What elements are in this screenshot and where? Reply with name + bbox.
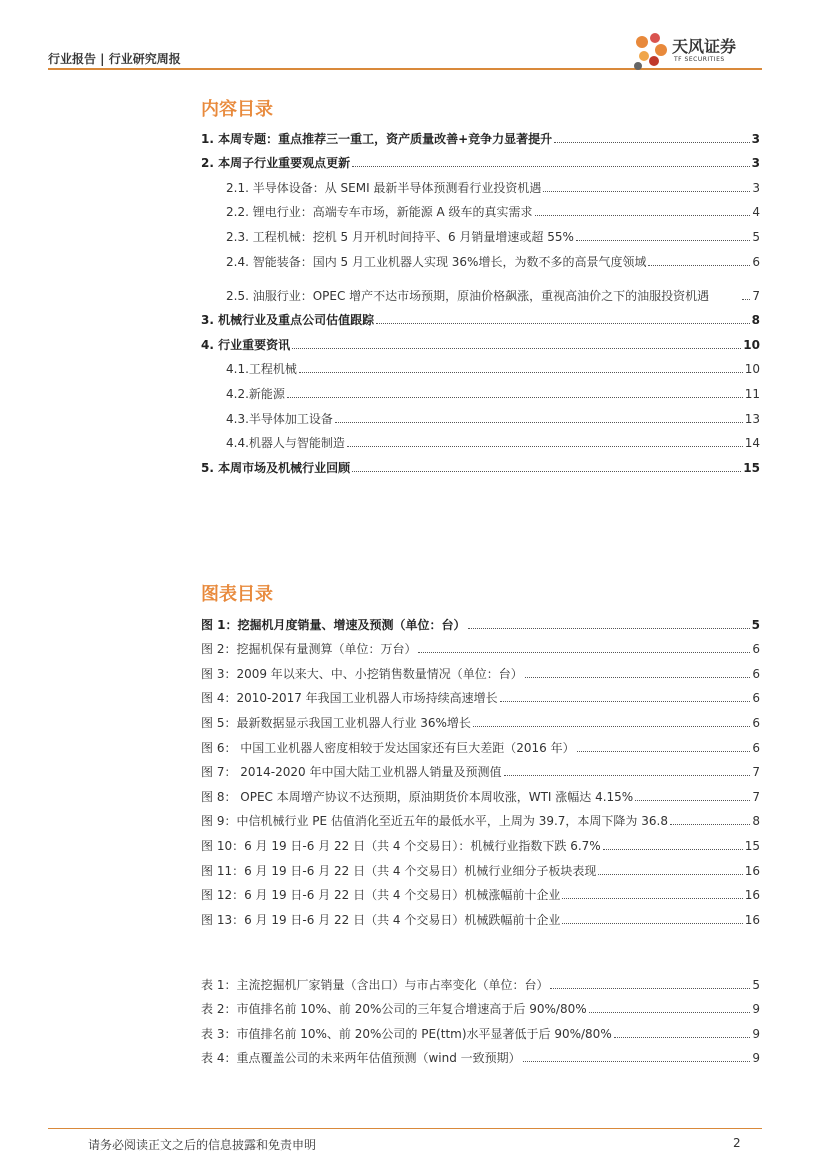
table-entry-page: 9 (752, 1051, 760, 1066)
figure-entry[interactable] (201, 879, 760, 904)
leader-dots (500, 701, 751, 702)
figure-entry-label: 图 13：6 月 19 日-6 月 22 日（共 4 个交易日）机械跌幅前十企业 (201, 912, 561, 927)
toc-entry-page: 11 (744, 386, 760, 401)
toc-entry[interactable] (201, 147, 760, 172)
leader-dots (670, 824, 750, 825)
toc-entry[interactable] (201, 304, 760, 329)
toc-entry-page: 6 (752, 254, 760, 269)
figure-entry-page: 7 (752, 765, 760, 780)
toc-entry[interactable] (201, 353, 760, 378)
table-entry-page: 5 (752, 977, 760, 992)
toc-entry-label: 5. 本周市场及机械行业回顾 (201, 460, 351, 475)
figure-entry[interactable] (201, 780, 760, 805)
leader-dots (335, 422, 743, 423)
toc-entry-label: 4.3.半导体加工设备 (226, 411, 333, 426)
toc-title: 内容目录 (201, 99, 273, 120)
figure-entry-page: 16 (744, 912, 760, 927)
leader-dots (562, 898, 742, 899)
figure-entry[interactable] (201, 657, 760, 682)
table-entry-label: 表 3：市值排名前 10%、前 20%公司的 PE(ttm)水平显著低于后 90%/80% (201, 1026, 612, 1041)
header-report-type: 行业报告 | 行业研究周报 (48, 52, 181, 66)
tables-list (201, 968, 760, 1066)
figure-entry-label: 图 3：2009 年以来大、中、小挖销售数量情况（单位：台） (201, 666, 523, 681)
leader-dots (543, 191, 750, 192)
figure-entry-page: 7 (752, 789, 760, 804)
leader-dots (577, 751, 751, 752)
toc-entry-label: 4. 行业重要资讯 (201, 337, 291, 352)
figure-entry-page: 16 (744, 888, 760, 903)
figure-entry[interactable] (201, 805, 760, 830)
toc-entry-label: 2.2. 锂电行业：高端专车市场，新能源 A 级车的真实需求 (226, 205, 533, 220)
table-entry-label: 表 1：主流挖掘机厂家销量（含出口）与市占率变化（单位：台） (201, 977, 549, 992)
toc-entry-page: 14 (744, 436, 760, 451)
table-entry-page: 9 (752, 1002, 760, 1017)
page-number: 2 (733, 1136, 741, 1150)
figure-entry[interactable] (201, 682, 760, 707)
table-entry[interactable] (201, 1042, 760, 1067)
toc-entry-label: 4.2.新能源 (226, 386, 285, 401)
company-logo (630, 30, 770, 70)
figure-entry[interactable] (201, 829, 760, 854)
table-entry[interactable] (201, 1017, 760, 1042)
figure-entry[interactable] (201, 633, 760, 658)
figure-entry-page: 6 (752, 691, 760, 706)
figure-entry-page: 16 (744, 863, 760, 878)
brand-name-en: TF SECURITIES (674, 56, 725, 63)
toc-entry-page: 4 (752, 205, 760, 220)
leader-dots (525, 677, 751, 678)
toc-entry-page: 7 (752, 288, 760, 303)
leader-dots (554, 142, 749, 143)
toc-entry-page: 8 (751, 313, 760, 328)
table-entry-page: 9 (752, 1026, 760, 1041)
figure-entry-label: 图 6： 中国工业机器人密度相较于发达国家还有巨大差距（2016 年） (201, 740, 575, 755)
toc-entry-page: 13 (744, 411, 760, 426)
leader-dots (648, 265, 750, 266)
figure-entry-label: 图 5：最新数据显示我国工业机器人行业 36%增长 (201, 715, 471, 730)
leader-dots (550, 988, 750, 989)
leader-dots (535, 215, 751, 216)
figure-entry[interactable] (201, 731, 760, 756)
leader-dots (468, 628, 750, 629)
toc-entry[interactable] (201, 328, 760, 353)
figure-entry-page: 6 (752, 740, 760, 755)
toc-entry[interactable] (201, 451, 760, 476)
figure-entry-label: 图 10：6 月 19 日-6 月 22 日（共 4 个交易日）：机械行业指数下跌 6.7% (201, 838, 601, 853)
logo-flower-icon (630, 30, 672, 72)
leader-dots (742, 299, 750, 300)
toc-entry-page: 5 (752, 229, 760, 244)
toc-entry[interactable] (201, 171, 760, 196)
toc-entry[interactable] (201, 427, 760, 452)
leader-dots (598, 874, 742, 875)
leader-dots (576, 240, 750, 241)
figure-entry[interactable] (201, 608, 760, 633)
toc-entry-label: 2.3. 工程机械：挖机 5 月开机时间持平、6 月销量增速或超 55% (226, 229, 574, 244)
toc-entry-page: 10 (743, 337, 760, 352)
leader-dots (287, 397, 743, 398)
figure-entry-page: 5 (751, 617, 760, 632)
table-entry-label: 表 2：市值排名前 10%、前 20%公司的三年复合增速高于后 90%/80% (201, 1002, 587, 1017)
figure-entry-label: 图 2：挖掘机保有量测算（单位：万台） (201, 642, 417, 657)
figure-entry-label: 图 4：2010-2017 年我国工业机器人市场持续高速增长 (201, 691, 498, 706)
leader-dots (347, 446, 743, 447)
leader-dots (589, 1012, 751, 1013)
leader-dots (635, 800, 750, 801)
toc-entry-label: 2.1. 半导体设备：从 SEMI 最新半导体预测看行业投资机遇 (226, 180, 542, 195)
toc-entry[interactable] (201, 196, 760, 221)
toc-entry-page: 3 (751, 131, 760, 146)
footer-divider (48, 1128, 762, 1129)
toc-entry[interactable] (201, 245, 760, 270)
figure-entry-page: 6 (752, 666, 760, 681)
toc-entry-label: 4.1.工程机械 (226, 362, 297, 377)
leader-dots (562, 923, 742, 924)
toc-entry-page: 3 (752, 180, 760, 195)
figure-entry[interactable] (201, 706, 760, 731)
figure-entry[interactable] (201, 903, 760, 928)
figure-entry-page: 15 (744, 838, 760, 853)
figure-entry-label: 图 8： OPEC 本周增产协议不达预期，原油期货价本周收涨，WTI 涨幅达 4.15% (201, 789, 634, 804)
figure-entry-label: 图 9：中信机械行业 PE 估值消化至近五年的最低水平，上周为 39.7，本周下降为 36.8 (201, 814, 668, 829)
toc-entry[interactable] (201, 377, 760, 402)
leader-dots (523, 1061, 751, 1062)
toc-entry-label: 3. 机械行业及重点公司估值跟踪 (201, 313, 375, 328)
table-entry[interactable] (201, 993, 760, 1018)
leader-dots (292, 348, 741, 349)
leader-dots (473, 726, 750, 727)
toc-entry-label: 2. 本周子行业重要观点更新 (201, 156, 351, 171)
toc-entry-label: 4.4.机器人与智能制造 (226, 436, 345, 451)
table-entry[interactable] (201, 968, 760, 993)
figure-entry-label: 图 11：6 月 19 日-6 月 22 日（共 4 个交易日）机械行业细分子板块表现 (201, 863, 597, 878)
figures-list (201, 608, 760, 928)
toc-entry-label: 2.5. 油服行业：OPEC 增产不达市场预期，原油价格飙涨，重视高油价之下的油服投资机遇 (226, 288, 710, 303)
leader-dots (352, 166, 750, 167)
leader-dots (299, 372, 743, 373)
leader-dots (376, 323, 750, 324)
toc-entry[interactable] (201, 270, 760, 304)
figure-entry-label: 图 1：挖掘机月度销量、增速及预测（单位：台） (201, 617, 466, 632)
brand-name-cn: 天风证券 (672, 37, 737, 56)
toc-entry-label: 1. 本周专题：重点推荐三一重工，资产质量改善+竞争力显著提升 (201, 131, 553, 146)
figure-entry-label: 图 12：6 月 19 日-6 月 22 日（共 4 个交易日）机械涨幅前十企业 (201, 888, 561, 903)
figure-entry-page: 8 (752, 814, 760, 829)
toc-list (201, 122, 760, 476)
toc-entry-page: 3 (751, 156, 760, 171)
table-entry-label: 表 4：重点覆盖公司的未来两年估值预测（wind 一致预期） (201, 1051, 521, 1066)
footer-disclaimer: 请务必阅读正文之后的信息披露和免责申明 (88, 1138, 317, 1152)
toc-entry-label: 2.4. 智能装备：国内 5 月工业机器人实现 36%增长，为数不多的高景气度领域 (226, 254, 647, 269)
figure-entry-page: 6 (752, 715, 760, 730)
toc-entry-page: 15 (743, 460, 760, 475)
leader-dots (418, 652, 750, 653)
figures-title: 图表目录 (201, 584, 273, 605)
toc-entry[interactable] (201, 402, 760, 427)
leader-dots (614, 1037, 751, 1038)
leader-dots (603, 849, 743, 850)
figure-entry[interactable] (201, 756, 760, 781)
toc-entry[interactable] (201, 122, 760, 147)
figure-entry-label: 图 7： 2014-2020 年中国大陆工业机器人销量及预测值 (201, 765, 502, 780)
leader-dots (352, 471, 741, 472)
toc-entry-page: 10 (744, 362, 760, 377)
leader-dots (504, 775, 751, 776)
figure-entry-page: 6 (752, 642, 760, 657)
toc-entry[interactable] (201, 220, 760, 245)
figure-entry[interactable] (201, 854, 760, 879)
